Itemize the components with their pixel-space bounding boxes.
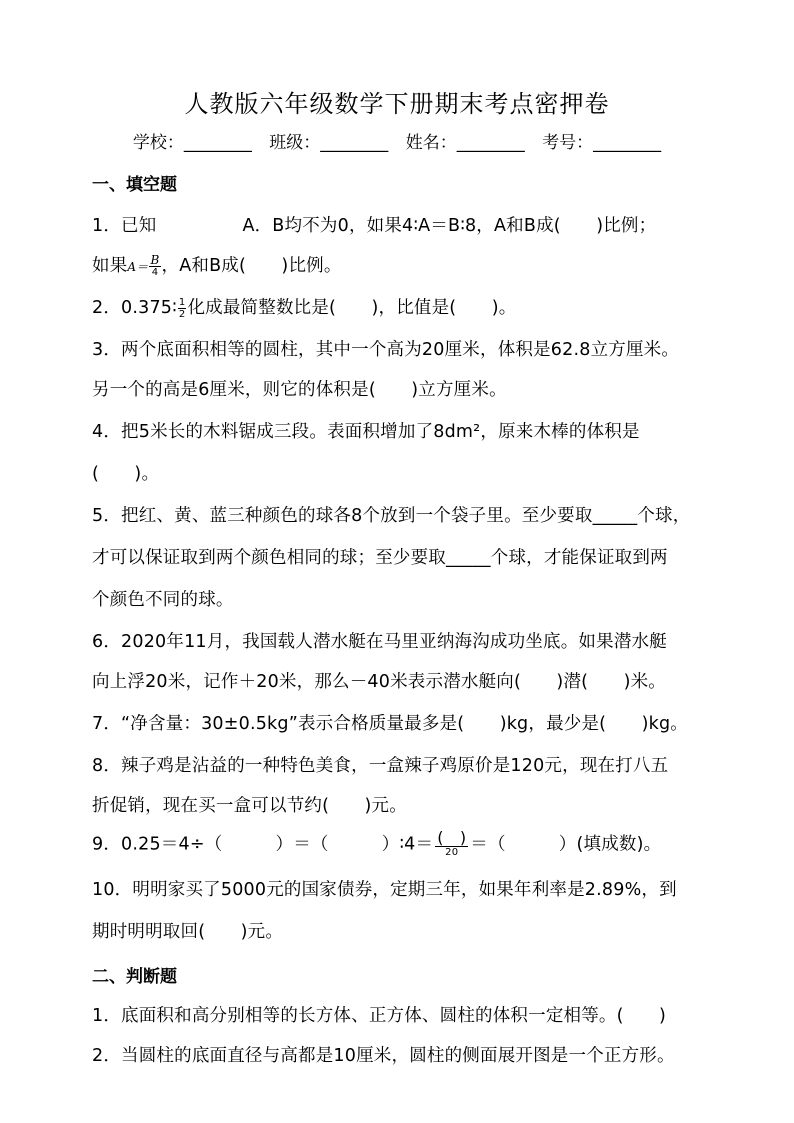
question-10-line-1: 10．明明家买了5000元的国家债券，定期三年，如果年利率是2.89%，到	[92, 880, 677, 900]
judge-question-2: 2．当圆柱的底面直径与高都是10厘米，圆柱的侧面展开图是一个正方形。	[92, 1046, 675, 1066]
student-info-row	[0, 128, 794, 153]
question-5-line-3: 个颜色不同的球。	[92, 590, 234, 610]
q1-fraction-den: 4	[151, 266, 159, 278]
question-3-line-2: 另一个的高是6厘米，则它的体积是( )立方厘米。	[92, 380, 507, 400]
question-2	[92, 294, 702, 320]
q1-part-d: ，A和B成( )比例。	[161, 256, 342, 276]
q1-fraction-num: B	[150, 252, 160, 267]
school-field: 学校：________	[132, 133, 252, 153]
q9-part-a: 9．0.25＝4÷（ ）＝（ ）∶4＝	[92, 834, 434, 855]
question-10-line-2: 期时明明取回( )元。	[92, 922, 284, 942]
question-5-line-2: 才可以保证取到两个颜色相同的球；至少要取_____个球，才能保证取到两	[92, 548, 668, 568]
page-title: 人教版六年级数学下册期末考点密押卷	[184, 90, 610, 118]
q2-part-b: 化成最简整数比是( )，比值是( )。	[187, 298, 517, 318]
q9-fraction	[435, 830, 468, 859]
class-field: 班级：________	[269, 133, 389, 153]
q1-fraction	[149, 252, 160, 278]
q2-fraction-den: 2	[178, 308, 186, 320]
q1-formula-left: A＝	[127, 260, 149, 274]
question-9	[92, 830, 702, 859]
q1-part-a: 1．已知	[92, 216, 157, 236]
q9-fraction-num: ( )	[437, 828, 467, 847]
question-8-line-2: 折促销，现在买一盒可以节约( )元。	[92, 796, 407, 816]
number-field: 考号：________	[542, 133, 662, 153]
q2-fraction-num: 1	[178, 296, 186, 308]
q1-part-b: A．B均不为0，如果4∶A＝B∶8，A和B成( )比例；	[242, 216, 657, 236]
section-judge-heading: 二、判断题	[92, 967, 177, 987]
judge-question-1: 1．底面积和高分别相等的长方体、正方体、圆柱的体积一定相等。( )	[92, 1006, 667, 1026]
question-3-line-1: 3．两个底面积相等的圆柱，其中一个高为20厘米，体积是62.8立方厘米。	[92, 340, 680, 360]
q9-fraction-den: 20	[445, 847, 459, 858]
question-7: 7．“净含量：30±0.5kg”表示合格质量最多是( )kg，最少是( )kg。	[92, 714, 688, 734]
question-6-line-1: 6．2020年11月，我国载人潜水艇在马里亚纳海沟成功坐底。如果潜水艇	[92, 632, 667, 652]
question-1-line-2	[92, 252, 702, 278]
q2-fraction	[178, 297, 187, 320]
question-6-line-2: 向上浮20米，记作＋20米，那么－40米表示潜水艇向( )潜( )米。	[92, 672, 667, 692]
question-8-line-1: 8．辣子鸡是沾益的一种特色美食，一盒辣子鸡原价是120元，现在打八五	[92, 756, 669, 776]
q9-part-b: ＝（ ）(填成数)。	[470, 834, 662, 855]
question-1-line-1	[92, 212, 702, 237]
question-5-line-1: 5．把红、黄、蓝三种颜色的球各8个放到一个袋子里。至少要取_____个球，	[92, 506, 691, 526]
name-field: 姓名：________	[405, 133, 525, 153]
question-4-line-2: ( )。	[92, 464, 160, 484]
q2-part-a: 2．0.375∶	[92, 298, 177, 318]
question-4-line-1: 4．把5米长的木料锯成三段。表面积增加了8dm²，原来木棒的体积是	[92, 422, 640, 442]
q1-part-c: 如果	[92, 256, 128, 276]
section-fill-heading: 一、填空题	[92, 175, 177, 195]
